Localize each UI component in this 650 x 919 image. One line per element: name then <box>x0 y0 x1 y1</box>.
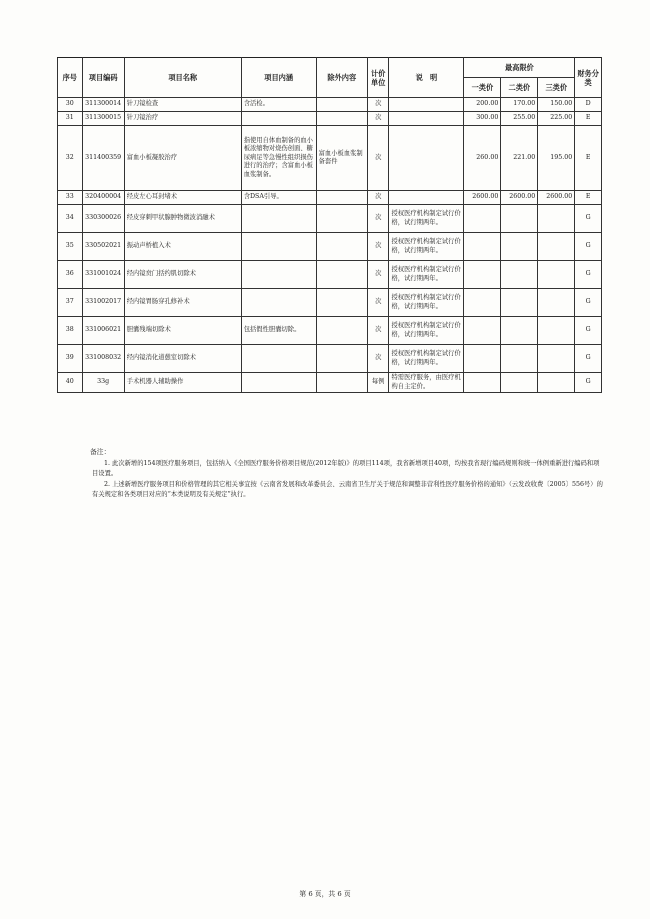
cell-seq: 39 <box>58 345 83 373</box>
cell-name: 胆囊残端切除术 <box>124 317 241 345</box>
cell-seq: 40 <box>58 373 83 393</box>
cell-excluded <box>316 317 367 345</box>
cell-price-class2 <box>501 345 538 373</box>
cell-seq: 31 <box>58 112 83 126</box>
cell-desc: 授权医疗机构制定试行价格，试行期两年。 <box>389 233 464 261</box>
cell-content <box>241 112 316 126</box>
cell-excluded <box>316 112 367 126</box>
header-class3: 三类价 <box>538 78 575 98</box>
cell-seq: 37 <box>58 289 83 317</box>
notes-heading: 备注： <box>90 448 111 456</box>
cell-desc: 授权医疗机构制定试行价格，试行期两年。 <box>389 289 464 317</box>
cell-desc: 授权医疗机构制定试行价格，试行期两年。 <box>389 317 464 345</box>
cell-code: 311400359 <box>82 126 124 191</box>
cell-price-class2: 221.00 <box>501 126 538 191</box>
cell-price-class2: 255.00 <box>501 112 538 126</box>
cell-code: 33g <box>82 373 124 393</box>
cell-price-class3: 195.00 <box>538 126 575 191</box>
cell-code: 320400004 <box>82 191 124 205</box>
cell-price-class1 <box>464 317 501 345</box>
cell-name: 振动声桥植入术 <box>124 233 241 261</box>
cell-excluded <box>316 345 367 373</box>
cell-category: D <box>575 98 602 112</box>
cell-price-class3 <box>538 373 575 393</box>
cell-unit: 次 <box>367 112 389 126</box>
cell-price-class2 <box>501 233 538 261</box>
table-row <box>58 373 602 393</box>
price-table <box>57 57 602 393</box>
cell-code: 331006021 <box>82 317 124 345</box>
cell-seq: 30 <box>58 98 83 112</box>
cell-price-class3: 2600.00 <box>538 191 575 205</box>
cell-unit: 次 <box>367 261 389 289</box>
cell-code: 330300026 <box>82 205 124 233</box>
cell-category: G <box>575 233 602 261</box>
cell-category: G <box>575 261 602 289</box>
cell-content <box>241 261 316 289</box>
cell-category: G <box>575 373 602 393</box>
cell-category: E <box>575 112 602 126</box>
cell-price-class1 <box>464 261 501 289</box>
note-item-1: 1. 此次新增的154项医疗服务项目，包括纳入《全国医疗服务价格项目规范(2012年版)》的项目114项，我省新增项目40项，均按我省现行编码规则和统一体例重新进行编码和项目设置。 <box>92 460 600 477</box>
cell-category: G <box>575 205 602 233</box>
cell-content <box>241 289 316 317</box>
cell-name: 经内镜胃肠穿孔修补术 <box>124 289 241 317</box>
cell-name: 经内镜消化道憩室切除术 <box>124 345 241 373</box>
header-max-price: 最高限价 <box>464 58 575 78</box>
cell-category: G <box>575 317 602 345</box>
cell-price-class3 <box>538 289 575 317</box>
cell-unit: 次 <box>367 345 389 373</box>
cell-seq: 32 <box>58 126 83 191</box>
cell-content <box>241 233 316 261</box>
cell-excluded <box>316 233 367 261</box>
cell-price-class2: 2600.00 <box>501 191 538 205</box>
table-row <box>58 98 602 112</box>
page-footer: 第 6 页，共 6 页 <box>299 890 351 898</box>
cell-price-class1 <box>464 373 501 393</box>
cell-unit: 次 <box>367 98 389 112</box>
cell-price-class2 <box>501 205 538 233</box>
cell-excluded <box>316 191 367 205</box>
cell-unit: 次 <box>367 289 389 317</box>
cell-price-class2 <box>501 373 538 393</box>
header-code: 项目编码 <box>82 58 124 98</box>
cell-content <box>241 345 316 373</box>
cell-name: 经皮左心耳封堵术 <box>124 191 241 205</box>
cell-code: 331008032 <box>82 345 124 373</box>
header-name: 项目名称 <box>124 58 241 98</box>
cell-desc: 授权医疗机构制定试行价格，试行期两年。 <box>389 345 464 373</box>
header-content: 项目内涵 <box>241 58 316 98</box>
header-class1: 一类价 <box>464 78 501 98</box>
cell-price-class1: 260.00 <box>464 126 501 191</box>
cell-code: 330502021 <box>82 233 124 261</box>
table-row <box>58 191 602 205</box>
cell-price-class3: 225.00 <box>538 112 575 126</box>
cell-category: E <box>575 126 602 191</box>
cell-code: 331001024 <box>82 261 124 289</box>
cell-category: G <box>575 289 602 317</box>
cell-unit: 次 <box>367 126 389 191</box>
cell-code: 311300014 <box>82 98 124 112</box>
cell-name: 经内镜贲门括约肌切除术 <box>124 261 241 289</box>
cell-name: 针刀镜治疗 <box>124 112 241 126</box>
cell-unit: 次 <box>367 205 389 233</box>
cell-price-class1 <box>464 289 501 317</box>
cell-price-class1 <box>464 345 501 373</box>
table-row <box>58 345 602 373</box>
header-excluded: 除外内容 <box>316 58 367 98</box>
cell-price-class1 <box>464 205 501 233</box>
note-item-2: 2. 上述新增医疗服务项目和价格管理的其它相关事宜按《云南省发展和改革委员会、云南省卫生厅关于规范和调整非营利性医疗服务价格的通知》（云发改收费〔2005〕556号）的有关规定和各类项目对应的“本类说明及有关规定”执行。 <box>92 481 603 498</box>
cell-desc: 授权医疗机构制定试行价格，试行期两年。 <box>389 261 464 289</box>
table-row <box>58 261 602 289</box>
header-unit: 计价单位 <box>367 58 389 98</box>
table-row <box>58 205 602 233</box>
cell-excluded: 富血小板血浆制备套件 <box>316 126 367 191</box>
cell-excluded <box>316 261 367 289</box>
cell-price-class3 <box>538 345 575 373</box>
cell-unit: 每例 <box>367 373 389 393</box>
cell-desc <box>389 191 464 205</box>
cell-content: 指使用自体血制备的血小板浓缩物对烧伤创面、糖尿病足等急慢性组织损伤进行的治疗；含富血小板血浆制备。 <box>241 126 316 191</box>
cell-unit: 次 <box>367 233 389 261</box>
cell-category: E <box>575 191 602 205</box>
cell-price-class3 <box>538 233 575 261</box>
cell-excluded <box>316 205 367 233</box>
cell-desc: 特需医疗服务，由医疗机构自主定价。 <box>389 373 464 393</box>
table-row <box>58 289 602 317</box>
cell-desc <box>389 112 464 126</box>
cell-content <box>241 205 316 233</box>
cell-name: 经皮穿刺甲状腺肿物微波消融术 <box>124 205 241 233</box>
cell-seq: 38 <box>58 317 83 345</box>
cell-content: 含活检。 <box>241 98 316 112</box>
cell-code: 311300015 <box>82 112 124 126</box>
table-row <box>58 112 602 126</box>
table-body <box>58 98 602 393</box>
cell-excluded <box>316 289 367 317</box>
cell-seq: 33 <box>58 191 83 205</box>
cell-price-class2 <box>501 317 538 345</box>
cell-desc: 授权医疗机构制定试行价格，试行期两年。 <box>389 205 464 233</box>
cell-desc <box>389 126 464 191</box>
table-row <box>58 126 602 191</box>
header-class2: 二类价 <box>501 78 538 98</box>
cell-unit: 次 <box>367 317 389 345</box>
table-row <box>58 317 602 345</box>
header-seq: 序号 <box>58 58 83 98</box>
header-desc: 说 明 <box>389 58 464 98</box>
cell-seq: 35 <box>58 233 83 261</box>
cell-unit: 次 <box>367 191 389 205</box>
cell-seq: 36 <box>58 261 83 289</box>
cell-excluded <box>316 98 367 112</box>
cell-price-class2 <box>501 261 538 289</box>
cell-content: 包括假性胆囊切除。 <box>241 317 316 345</box>
cell-name: 富血小板凝胶治疗 <box>124 126 241 191</box>
cell-price-class2: 170.00 <box>501 98 538 112</box>
table-row <box>58 233 602 261</box>
cell-price-class3 <box>538 205 575 233</box>
cell-price-class1: 2600.00 <box>464 191 501 205</box>
cell-content: 含DSA引导。 <box>241 191 316 205</box>
cell-code: 331002017 <box>82 289 124 317</box>
cell-name: 手术机器人辅助操作 <box>124 373 241 393</box>
cell-price-class1: 200.00 <box>464 98 501 112</box>
cell-price-class1 <box>464 233 501 261</box>
cell-price-class1: 300.00 <box>464 112 501 126</box>
cell-price-class3: 150.00 <box>538 98 575 112</box>
header-category: 财务分类 <box>575 58 602 98</box>
cell-seq: 34 <box>58 205 83 233</box>
cell-name: 针刀镜检查 <box>124 98 241 112</box>
cell-excluded <box>316 373 367 393</box>
cell-desc <box>389 98 464 112</box>
cell-price-class3 <box>538 317 575 345</box>
cell-category: G <box>575 345 602 373</box>
cell-price-class2 <box>501 289 538 317</box>
cell-price-class3 <box>538 261 575 289</box>
cell-content <box>241 373 316 393</box>
